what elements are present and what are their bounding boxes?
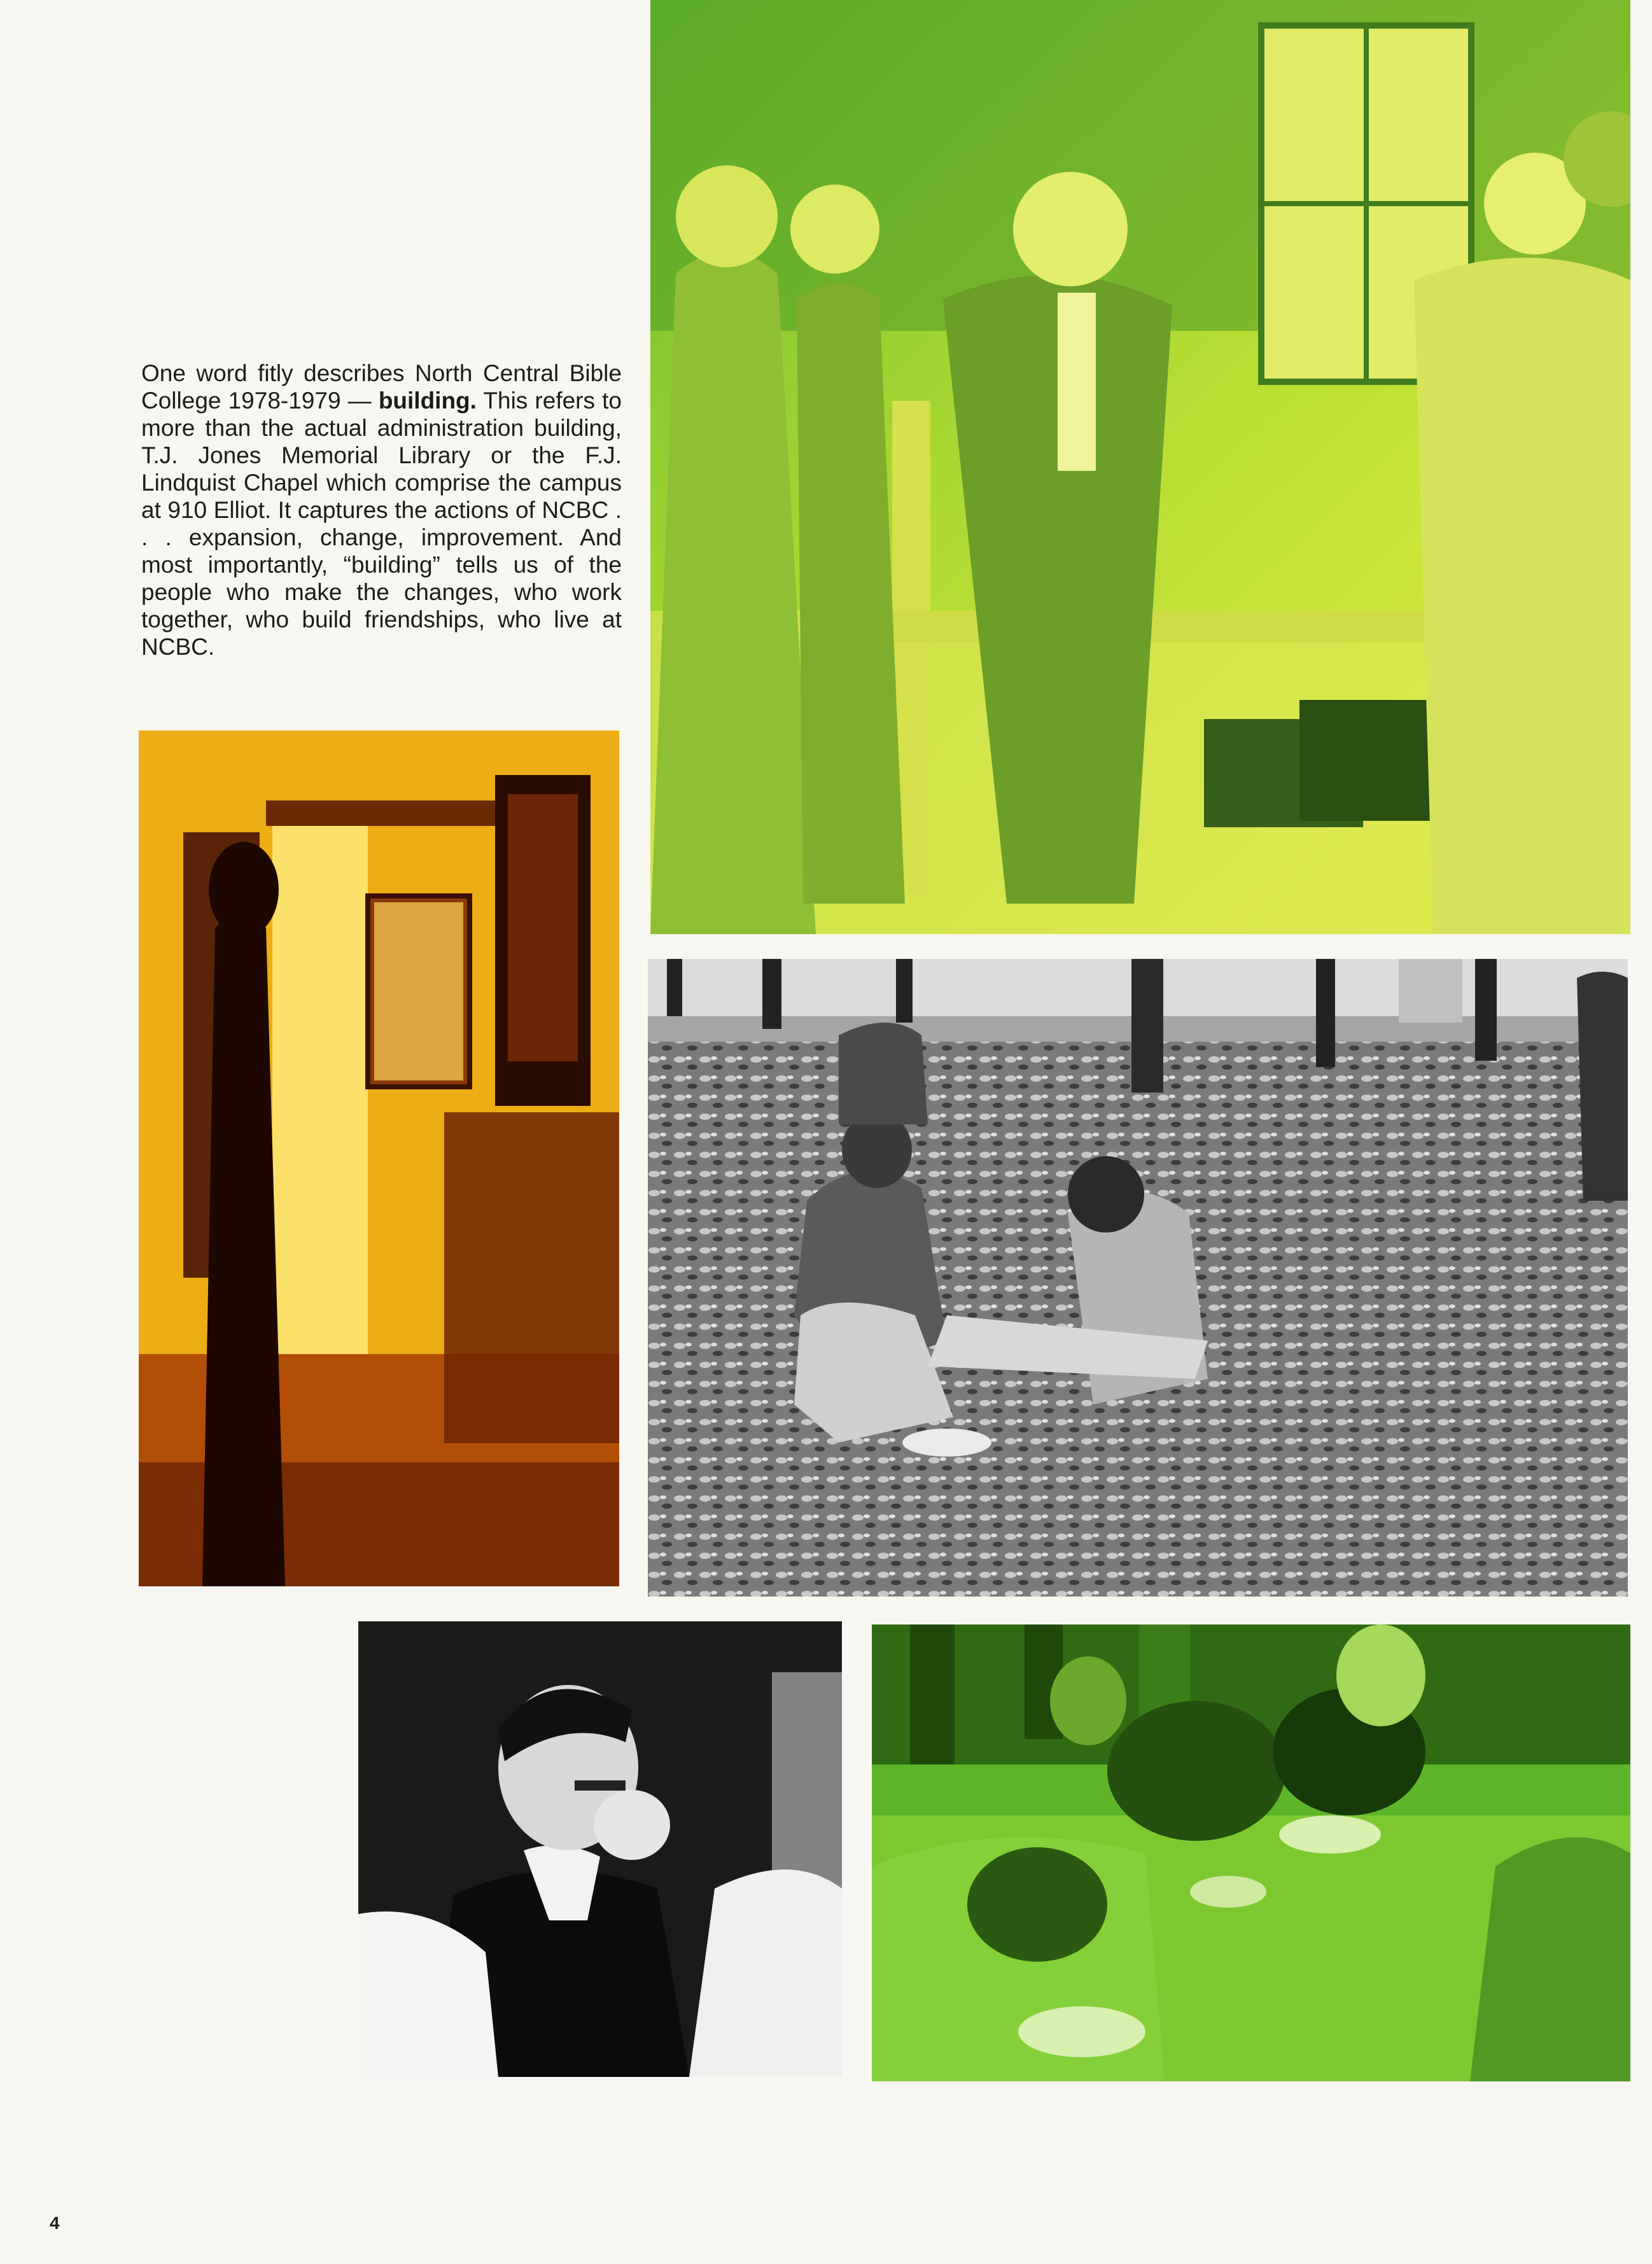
photo-students-in-leaves bbox=[648, 959, 1628, 1597]
page-number: 4 bbox=[50, 2213, 60, 2233]
intro-paragraph bbox=[141, 360, 622, 660]
photo-men-by-building bbox=[650, 0, 1630, 934]
photo-man-with-mustache bbox=[358, 1621, 842, 2077]
intro-lead: One word fitly describes North Central Bible College 1978-1979 — bbox=[141, 360, 622, 414]
photo-pie-eating-contest bbox=[872, 1625, 1630, 2081]
intro-keyword: building. bbox=[378, 388, 477, 414]
intro-rest: This refers to more than the actual administration building, T.J. Jones Memorial Library or the F.J. Lindquist Chapel which comprise the campus at 910 Elliot. It captures the actions of NCBC . . . expansion, change, improvement. And most importantly, “building” tells us of the people who make the changes, who work together, who build friendships, who live at NCBC. bbox=[141, 388, 622, 660]
photo-hallway-silhouette bbox=[139, 730, 619, 1586]
